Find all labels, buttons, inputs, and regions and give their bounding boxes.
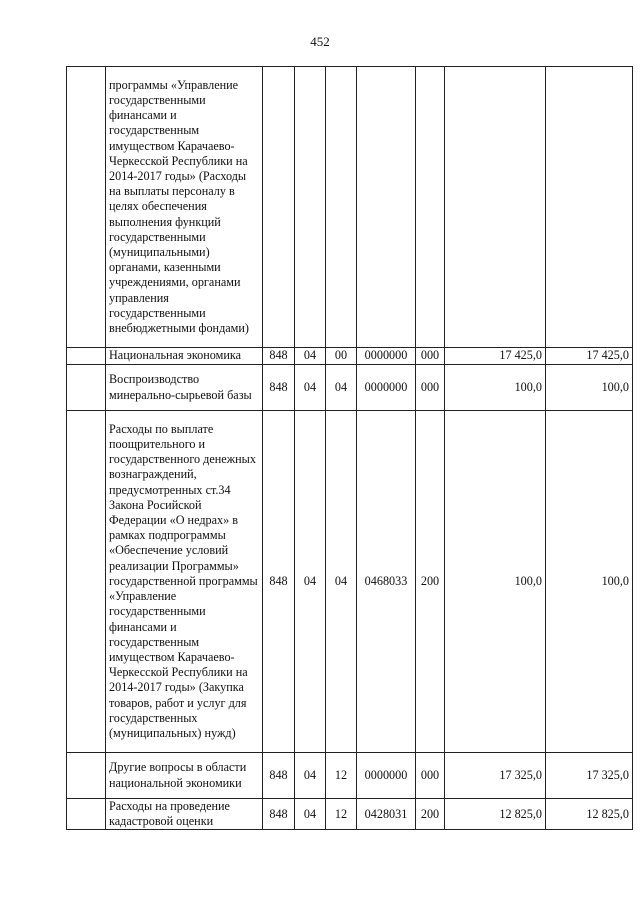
section-code-cell: 04 [295,799,326,830]
section-code-cell: 04 [295,365,326,411]
subsection-code-cell: 04 [326,365,357,411]
ministry-code-cell: 848 [263,411,295,753]
ministry-code-cell: 848 [263,348,295,365]
expense-type-cell: 200 [416,411,445,753]
section-code-cell: 04 [295,411,326,753]
subsection-code-cell [326,67,357,348]
sum-2016-cell: 17 425,0 [445,348,546,365]
subsection-code-cell: 12 [326,799,357,830]
table-row [67,348,633,365]
item-name-cell: программы «Управление государственными финансами и государственным имуществом Карачаево-Черкесской Республики на 2014-2017 годы» (Расходы на выплаты персоналу в целях обеспечения выполнения функций государственными (муниципальными) органами, казенными учреждениями, органами управления государственными внебюджетными фондами) [106,67,263,348]
sum-2017-cell: 17 325,0 [546,753,633,799]
row-number-cell [67,67,106,348]
expense-type-cell [416,67,445,348]
expense-type-cell: 000 [416,753,445,799]
target-code-cell: 0000000 [357,365,416,411]
sum-2016-cell: 100,0 [445,411,546,753]
item-name-cell: Воспроизводство минерально-сырьевой базы [106,365,263,411]
expense-type-cell: 200 [416,799,445,830]
sum-2017-cell [546,67,633,348]
budget-table [66,66,633,830]
ministry-code-cell [263,67,295,348]
ministry-code-cell: 848 [263,753,295,799]
sum-2016-cell [445,67,546,348]
table-row [67,411,633,753]
target-code-cell: 0468033 [357,411,416,753]
item-name-cell: Другие вопросы в области национальной экономики [106,753,263,799]
row-number-cell [67,365,106,411]
row-number-cell [67,753,106,799]
subsection-code-cell: 00 [326,348,357,365]
item-name-cell: Расходы по выплате поощрительного и государственного денежных вознаграждений, предусмотренных ст.34 Закона Росийской Федерации «О недрах» в рамках подпрограммы «Обеспечение условий реализации Программы» государственной программы «Управление государственными финансами и государственным имуществом Карачаево-Черкесской Республики на 2014-2017 годы» (Закупка товаров, работ и услуг для государственных (муниципальных) нужд) [106,411,263,753]
sum-2016-cell: 100,0 [445,365,546,411]
page-number: 452 [310,34,330,49]
table-row [67,67,633,348]
sum-2017-cell: 100,0 [546,365,633,411]
section-code-cell: 04 [295,753,326,799]
row-number-cell [67,411,106,753]
table-row [67,365,633,411]
row-number-cell [67,348,106,365]
item-name-cell: Расходы на проведение кадастровой оценки [106,799,263,830]
ministry-code-cell: 848 [263,365,295,411]
subsection-code-cell: 04 [326,411,357,753]
target-code-cell: 0000000 [357,753,416,799]
sum-2016-cell: 12 825,0 [445,799,546,830]
ministry-code-cell: 848 [263,799,295,830]
expense-type-cell: 000 [416,365,445,411]
section-code-cell: 04 [295,348,326,365]
target-code-cell: 0428031 [357,799,416,830]
table-row [67,753,633,799]
section-code-cell [295,67,326,348]
target-code-cell: 0000000 [357,348,416,365]
sum-2017-cell: 17 425,0 [546,348,633,365]
sum-2016-cell: 17 325,0 [445,753,546,799]
target-code-cell [357,67,416,348]
sum-2017-cell: 12 825,0 [546,799,633,830]
item-name-cell: Национальная экономика [106,348,263,365]
expense-type-cell: 000 [416,348,445,365]
table-row [67,799,633,830]
subsection-code-cell: 12 [326,753,357,799]
sum-2017-cell: 100,0 [546,411,633,753]
row-number-cell [67,799,106,830]
